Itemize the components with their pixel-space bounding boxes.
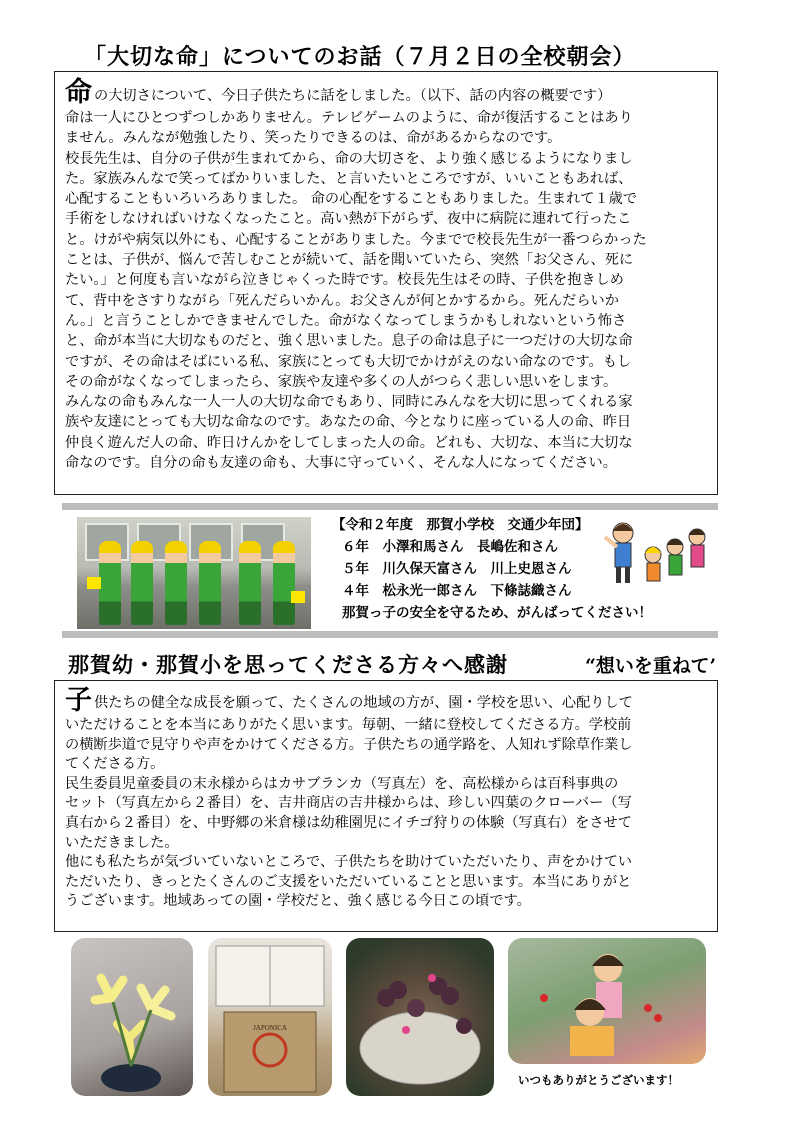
section1-line: 手術をしなければいけなくなったこと。高い熱が下がらず、夜中に病院に連れて行ったこ — [65, 211, 632, 228]
section2-text-box — [54, 680, 718, 932]
section2-line: いただけることを本当にありがたく思います。毎朝、一緒に登校してくださる方。学校前 — [65, 717, 632, 733]
section1-line: 命は一人にひとつずつしかありません。テレビゲームのように、命が復活することはあり — [65, 110, 633, 126]
section1-body — [65, 77, 707, 473]
section2-line: てくださる方。 — [65, 756, 165, 773]
section2-body — [65, 685, 707, 912]
lily-flowers-photo — [71, 938, 193, 1096]
yellow-flag — [291, 591, 305, 603]
section1-line: ん。」と言うことしかできませんでした。命がなくなってしまうかもしれないという怖さ — [65, 312, 627, 329]
child-figure — [273, 541, 295, 625]
section1-line: た。家族みんなで笑ってばかりいました、と言いたいところですが、いいこともあれば、 — [65, 170, 633, 187]
section2-drop-char: 子 — [65, 685, 92, 716]
photo-caption: いつもありがとうございます！ — [518, 1073, 679, 1087]
section1-line: 仲良く遊んだ人の命、昨日けんかをしてしまった人の命。どれも、大切な、本当に大切な — [65, 434, 633, 451]
section1-text-box — [54, 71, 718, 495]
child-figure — [239, 541, 261, 625]
section1-first-line-text: の大切さについて、今日子供たちに話をしました。（以下、話の内容の概要です） — [94, 87, 612, 104]
section1-line: みんなの命もみんな一人一人の大切な命でもあり、同時にみんなを大切に思ってくれる家 — [65, 394, 633, 411]
four-leaf-clover-photo — [346, 938, 494, 1096]
section1-line: 族や友達にとっても大切な命なのです。あなたの命、今となりに座っている人の命、昨日 — [65, 414, 632, 431]
section2-line: いただきました。 — [65, 834, 179, 851]
section1-line: と、命が本当に大切なものだと、強く思いました。息子の命は息子に一つだけの大切な命 — [65, 333, 633, 350]
yellow-flag — [87, 577, 101, 589]
section1-line: ません。みんなが勉強したり、笑ったりできるのは、命があるからなのです。 — [65, 130, 562, 147]
section2-line: ただいたり、きっとたくさんのご支援をいただいていることと思います。本当にありがと — [65, 873, 632, 890]
encyclopedia-image — [208, 938, 332, 1096]
section1-line: 校長先生は、自分の子供が生まれてから、命の大切さを、より強く感じるようになりまし — [65, 150, 633, 167]
section1-line: て、背中をさすりながら「死んだらいかん。お父さんが何とかするから。死んだらいか — [65, 292, 619, 309]
encyclopedia-photo — [208, 938, 332, 1096]
section1-drop-char: 命 — [65, 77, 92, 108]
section2-title: 那賀幼・那賀小を思ってくださる方々へ感謝 — [68, 653, 508, 677]
section1-line: ことは、子供が、悩んで苦しむことが続いて、話を聞いていたら、突然「お父さん、死に — [65, 252, 634, 269]
safety-line: ５年 川久保天富さん 川上史恩さん — [342, 561, 572, 577]
section1-title: 「大切な命」についてのお話（７月２日の全校朝会） — [84, 45, 636, 70]
section2-first-line — [65, 685, 707, 716]
divider-band — [62, 503, 718, 510]
section2-line: 民生委員児童委員の末永様からはカサブランカ（写真左）を、高松様からは百科事典の — [65, 775, 619, 792]
section2-line: 他にも私たちが気づいていないところで、子供たちを助けていただいたり、声をかけてい — [65, 854, 633, 871]
section2-line: 真右から２番目）を、中野郷の米倉様は幼稚園児にイチゴ狩りの体験（写真右）をさせて — [65, 814, 632, 831]
children-crossing-illustration — [603, 513, 713, 593]
child-figure — [131, 541, 153, 625]
child-figure — [199, 541, 221, 625]
lily-flowers-image — [71, 938, 193, 1096]
safety-message: 那賀っ子の安全を守るため、がんばってください！ — [342, 605, 652, 621]
strawberry-picking-photo — [508, 938, 706, 1064]
section1-line: と。けがや病気以外にも、心配することがありました。今までで校長先生が一番つらかった — [65, 231, 647, 248]
section1-line: たい。」と何度も言いながら泣きじゃくった時です。校長先生はその時、子供を抱きしめ — [65, 272, 624, 289]
child-figure — [99, 541, 121, 625]
section1-line: その命がなくなってしまったら、家族や友達や多くの人がつらく悲しい思いをします。 — [65, 373, 618, 390]
section2-subtitle: “想いを重ねて’ — [585, 655, 717, 677]
section1-line: ですが、その命はそばにいる私、家族にとっても大切でかけがえのない命なのです。もし — [65, 353, 632, 370]
child-figure — [165, 541, 187, 625]
strawberry-picking-image — [508, 938, 706, 1064]
section2-first-line-text: 供たちの健全な成長を願って、たくさんの地域の方が、園・学校を思い、心配りして — [94, 695, 633, 712]
safety-line: ６年 小澤和馬さん 長嶋佐和さん — [342, 539, 558, 555]
safety-line: ４年 松永光一郎さん 下條誌織さん — [342, 583, 572, 599]
safety-team-info — [332, 514, 652, 624]
section1-line: 心配することもいろいろありました。 命の心配をすることもありました。生まれて１歳で — [65, 191, 638, 208]
book-cover-title: JAPONICA — [253, 1024, 287, 1032]
section2-line: うございます。地域あっての園・学校だと、強く感じる今日この頃です。 — [65, 893, 531, 910]
clover-pot-image — [346, 938, 494, 1096]
section2-line: の横断歩道で見守りや声をかけてくださる方。子供たちの通学路を、人知れず除草作業し — [65, 736, 633, 753]
section1-line: 命なのです。自分の命も友達の命も、大事に守っていく、そんな人になってください。 — [65, 455, 617, 472]
divider-band — [62, 631, 718, 638]
section2-line: セット（写真左から２番目）を、吉井商店の吉井様からは、珍しい四葉のクローバー（写 — [65, 795, 632, 812]
section1-first-line — [65, 77, 707, 108]
safety-team-photo — [77, 517, 311, 629]
safety-heading: 【令和２年度 那賀小学校 交通少年団】 — [332, 517, 589, 533]
